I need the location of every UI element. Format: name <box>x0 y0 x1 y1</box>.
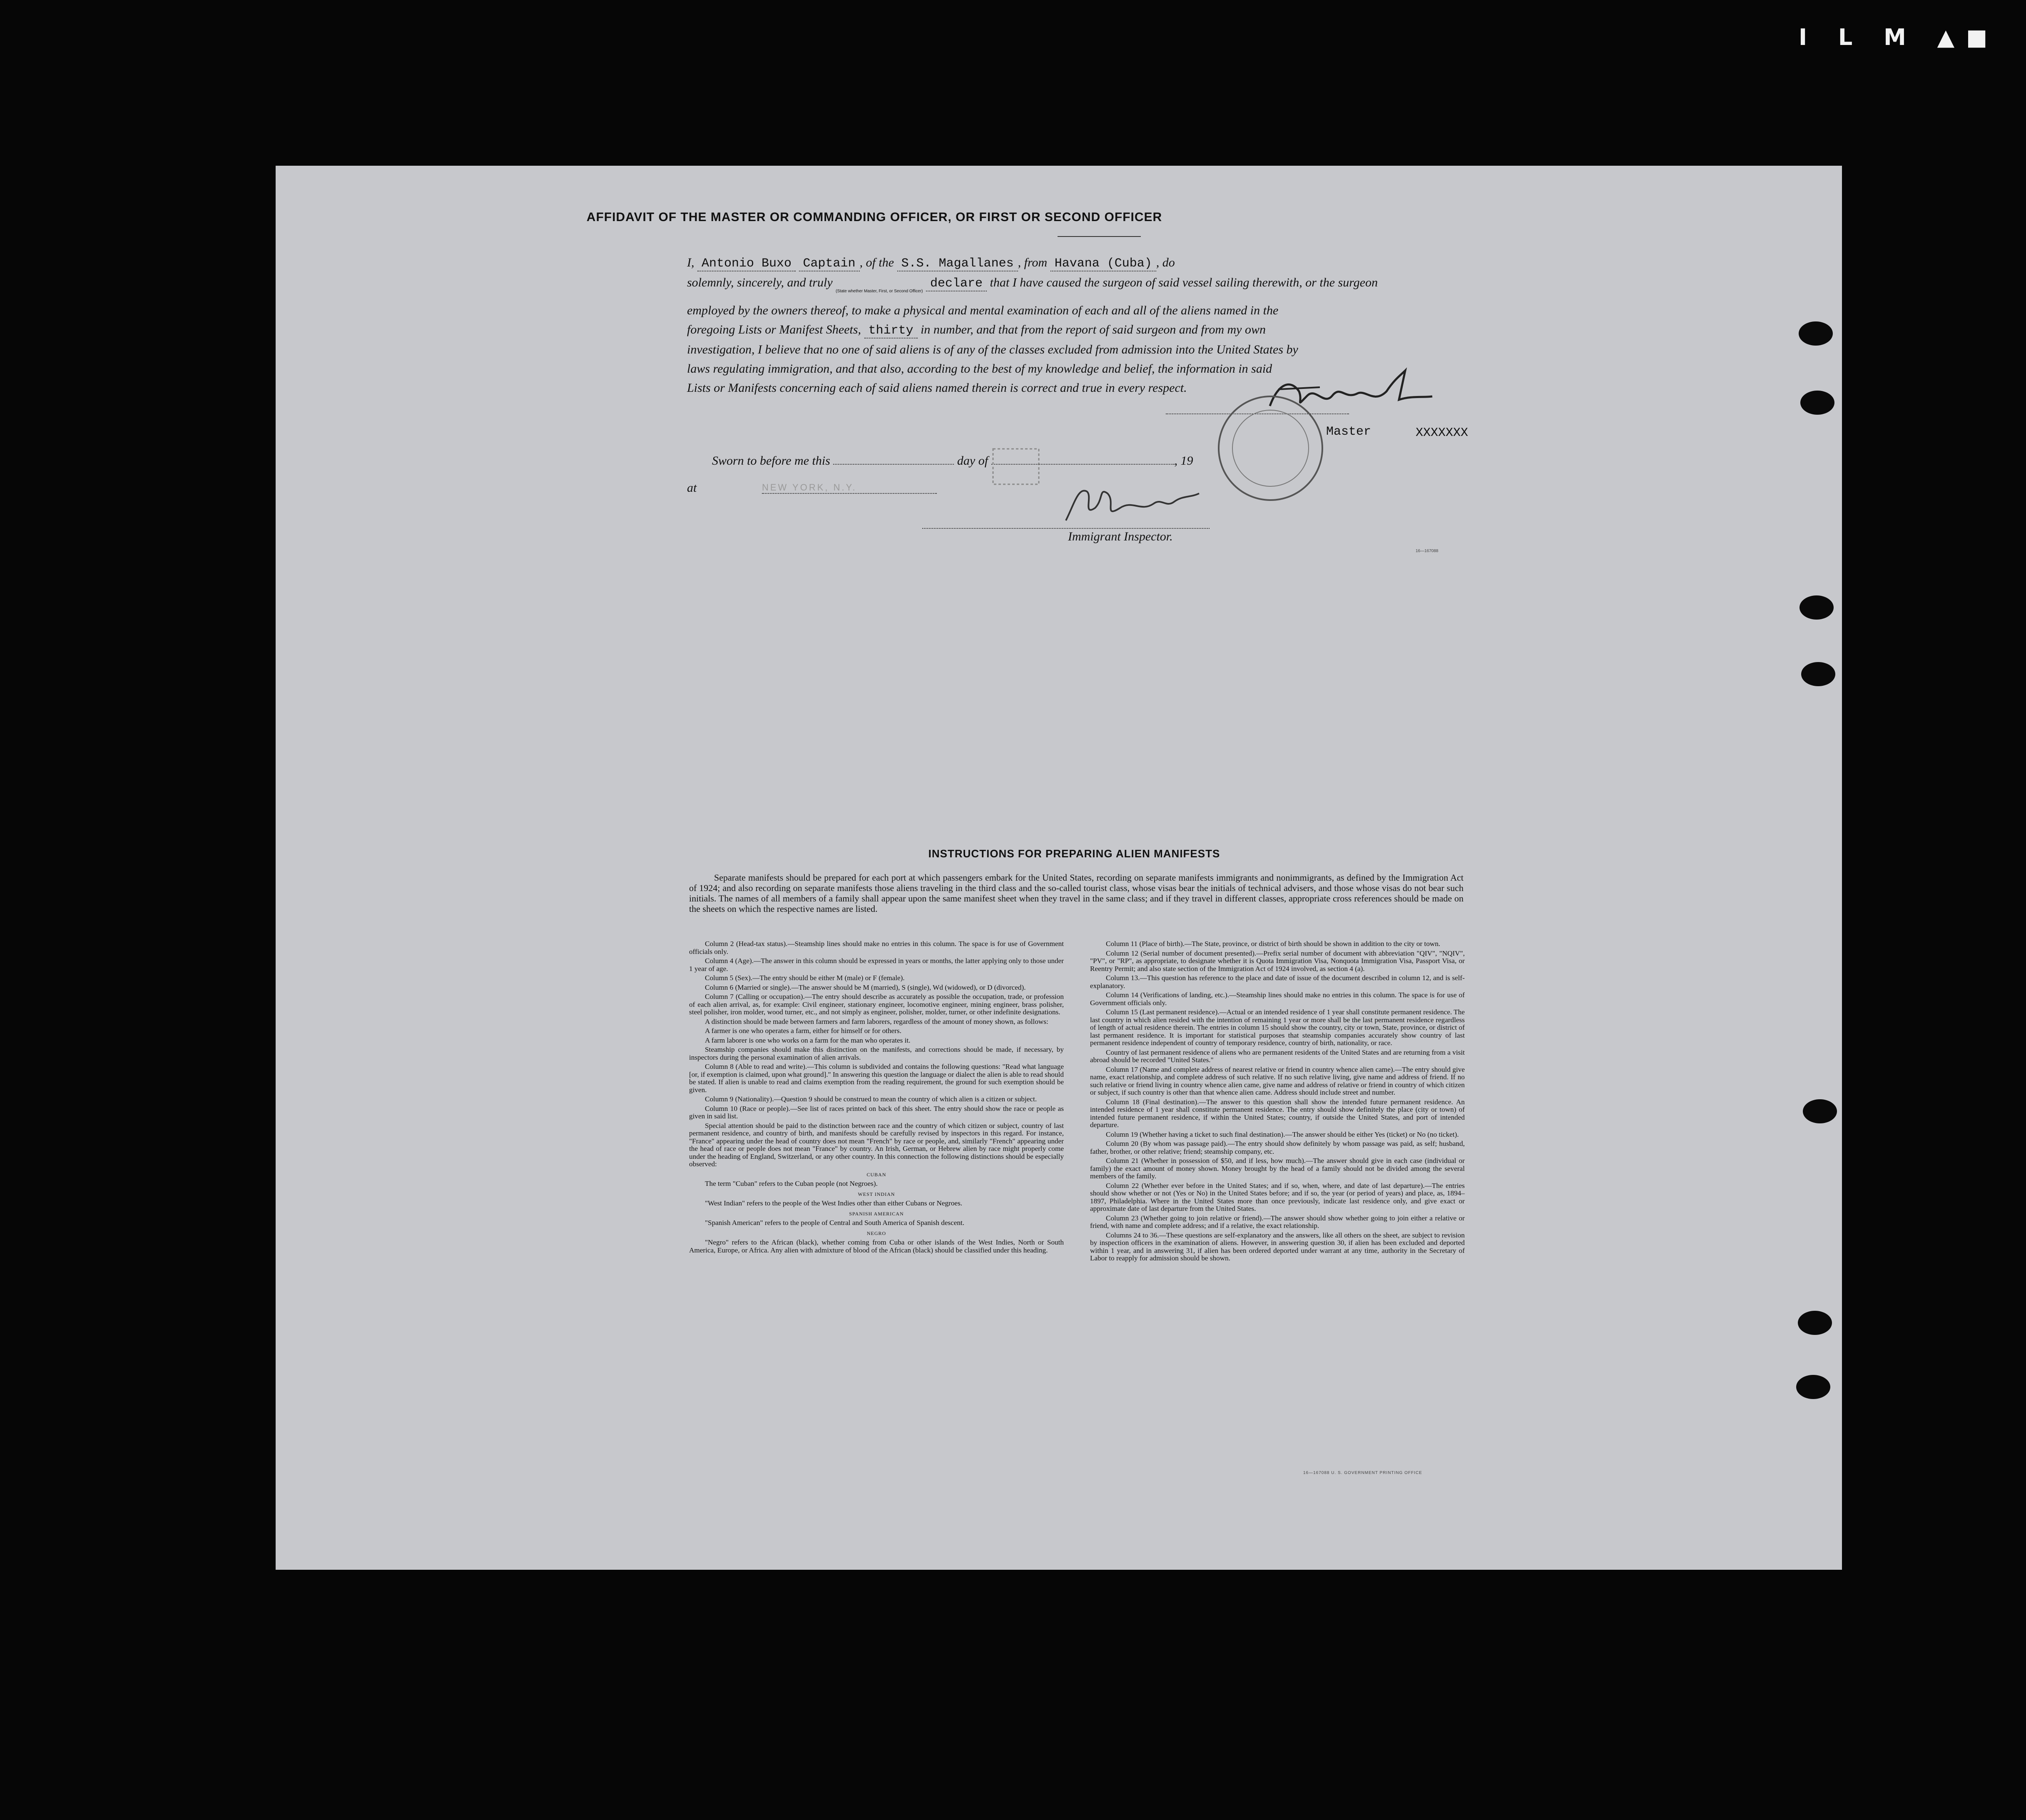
sworn-place: NEW YORK, N.Y. <box>762 482 937 494</box>
departure-port: Havana (Cuba) <box>1050 256 1156 271</box>
affidavit-line-3: employed by the owners thereof, to make a physical and mental examination of each and all of the aliens named in the <box>687 304 1279 317</box>
instruction-paragraph: Column 15 (Last permanent residence).—Actual or an intended residence of 1 year shall constitute permanent residence. The last country in which alien resided with the intention of remaining 1 year or more shall be the last permanent residence regardless of length of actual residence therein. The entries in column 15 should show the country, city or town, State, province, or district of last permanent residence. It is important for statistical purposes that steamship companies accurately show country of last permanent residence independent of country of temporary residence, country of birth, nationality, or race. <box>1090 1008 1465 1047</box>
from-text: , from <box>1018 256 1048 269</box>
instruction-paragraph: Column 12 (Serial number of document presented).—Prefix serial number of document with abbreviation "QIV", "NQIV", "PV", or "RP", as appropriate, to designate whether it is Quota Immigration Visa, Nonquota Immigration Visa, Passport Visa, or Reentry Permit; and also state section of the Immigration Act of 1924 involved, as section 4 (a). <box>1090 949 1465 973</box>
section-heading: WEST INDIAN <box>858 1191 895 1197</box>
instruction-paragraph: Column 8 (Able to read and write).—This column is subdivided and contains the following questions: "Read what language [or, if exemption is claimed, upon what ground]." In answering this question the language or dialect the alien is able to read should be stated. If alien is unable to read and claims exemption from the reading requirement, the ground for such exemption should be given. <box>689 1063 1064 1094</box>
sheet-count: thirty <box>864 324 918 339</box>
instruction-paragraph: A distinction should be made between farmers and farm laborers, regardless of the amount of money shown, as follows: <box>705 1017 1048 1026</box>
instruction-paragraph: Special attention should be paid to the distinction between race and the country of which citizen or subject, country of last permanent residence, and country of birth, and manifests should be carefully revised by inspectors in this regard. For instance, "France" appearing under the head of country does not mean "French" by race or people, and, similarly "French" appearing under the head of race or people does not mean "France" by country. An Irish, German, or Hebrew alien by race might properly come under the heading of England, Switzerland, or any other country. In this connection the following distinctions should be especially observed: <box>689 1121 1064 1168</box>
binder-hole <box>1803 1099 1837 1123</box>
section-heading: SPANISH AMERICAN <box>849 1210 904 1217</box>
printer-imprint: 16—167088 U. S. GOVERNMENT PRINTING OFFICE <box>1303 1471 1422 1475</box>
instruction-paragraph: Column 22 (Whether ever before in the United States; and if so, when, where, and date of last departure).—The entries should show whether or not (Yes or No) in the United States before; and if so, the year (or period of years) and place, as, 1894–1897, Philadelphia. Where in the United States more than once previously, indicate last residence only, and give exact or approximate date of last departure from the United States. <box>1090 1181 1465 1213</box>
instruction-paragraph: Column 6 (Married or single).—The answer should be M (married), S (single), Wd (widowed), or D (divorced). <box>705 983 1026 991</box>
master-name: Antonio Buxo <box>697 256 796 271</box>
section-heading: CUBAN <box>866 1171 886 1178</box>
instruction-paragraph: Country of last permanent residence of aliens who are permanent residents of the United States and are returning from a visit abroad should be recorded "United States." <box>1090 1048 1465 1064</box>
form-number: 16—167088 <box>1416 549 1439 553</box>
vessel-name: S.S. Magallanes <box>897 256 1018 271</box>
binder-hole <box>1796 1375 1830 1399</box>
binder-hole <box>1800 595 1834 620</box>
inspector-label: Immigrant Inspector. <box>1068 530 1173 543</box>
instruction-paragraph: Column 4 (Age).—The answer in this column should be expressed in years or months, the latter applying only to those under 1 year of age. <box>689 957 1064 973</box>
day-blank <box>833 464 954 465</box>
instructions-intro: Separate manifests should be prepared for each port at which passengers embark for the United States, recording on separate manifests immigrants and nonimmigrants, as defined by the Immigration Act of 1924; and also recording on separate manifests those aliens traveling in the third class and the so-called tourist class, whose visas bear the initials of technical advisers, and those whose visas do not bear such initials. The names of all members of a family shall appear upon the same manifest sheet when they travel in the same class; and if they travel in different classes, appropriate cross references should be made on the sheets on which the respective names are listed. <box>689 872 1463 914</box>
instructions-right-column <box>1090 940 1465 1264</box>
affidavit-line-2a: solemnly, sincerely, and truly <box>687 276 833 289</box>
affidavit-line-6: laws regulating immigration, and that also, according to the best of my knowledge and belief, the information in said <box>687 362 1272 376</box>
affidavit-line-2b: that I have caused the surgeon of said vessel sailing therewith, or the surgeon <box>990 276 1378 289</box>
instruction-paragraph: Column 13.—This question has reference to the place and date of issue of the document described in column 12, and is self-explanatory. <box>1090 974 1465 990</box>
date-stamp <box>989 445 1047 493</box>
affidavit-line-7: Lists or Manifests concerning each of said aliens named therein is correct and true in every respect. <box>687 381 1187 395</box>
year-prefix: , 19 <box>1174 454 1193 468</box>
affidavit-line-5: investigation, I believe that no one of said aliens is of any of the classes excluded from admission into the United States by <box>687 343 1298 356</box>
instruction-paragraph: "Negro" refers to the African (black), whether coming from Cuba or other islands of the West Indies, North or South America, Europe, or Africa. Any alien with admixture of blood of the African (black) should be classified under this heading. <box>689 1238 1064 1254</box>
instruction-paragraph: Column 5 (Sex).—The entry should be either M (male) or F (female). <box>705 974 905 982</box>
instruction-paragraph: Column 17 (Name and complete address of nearest relative or friend in country whence alien came).—The entry should give name, exact relationship, and complete address of such relative. If no such relative living, give name and address of friend. If no such relative or friend living in country whence alien came, give name and address of relative or friend in country of which citizen or subject, if such country is other than that whence alien came. Address should include street and number. <box>1090 1065 1465 1096</box>
instruction-paragraph: Column 19 (Whether having a ticket to such final destination).—The answer should be either Yes (ticket) or No (no ticket). <box>1106 1130 1459 1138</box>
officer-rank: Captain <box>799 256 860 271</box>
affidavit-line-4a: foregoing Lists or Manifest Sheets, <box>687 323 861 336</box>
binder-hole <box>1800 391 1834 415</box>
instruction-paragraph: A farm laborer is one who works on a farm for the man who operates it. <box>705 1036 911 1044</box>
instruction-paragraph: Column 23 (Whether going to join relative or friend).—The answer should show whether going to join either a relative or friend, with name and complete address; and if a relative, the exact relationship. <box>1090 1214 1465 1230</box>
binder-hole <box>1799 321 1833 346</box>
instruction-paragraph: Column 2 (Head-tax status).—Steamship lines should make no entries in this column. The space is for use of Government officials only. <box>689 940 1064 956</box>
sworn-text: Sworn to before me this <box>712 454 830 468</box>
film-corner-marks: I L M ▲■ <box>1799 24 1999 50</box>
instruction-paragraph: The term "Cuban" refers to the Cuban people (not Negroes). <box>705 1180 878 1188</box>
instructions-left-column <box>689 940 1064 1256</box>
official-seal <box>1218 396 1323 501</box>
sworn-line <box>712 454 1193 468</box>
rank-note: (State whether Master, First, or Second Officer) <box>836 289 923 294</box>
section-heading: NEGRO <box>866 1230 886 1236</box>
instruction-paragraph: A farmer is one who operates a farm, either for himself or for others. <box>705 1027 902 1035</box>
instruction-paragraph: Steamship companies should make this distinction on the manifests, and corrections should be made, if necessary, by inspectors during the personal examination of alien arrivals. <box>689 1046 1064 1061</box>
instruction-paragraph: Column 20 (By whom was passage paid).—The entry should show definitely by whom passage was paid, as self; husband, father, brother, or other relative; friend; steamship company, etc. <box>1090 1140 1465 1155</box>
binder-hole <box>1801 662 1835 686</box>
instructions-title: INSTRUCTIONS FOR PREPARING ALIEN MANIFESTS <box>928 847 1220 860</box>
instruction-paragraph: "Spanish American" refers to the people of Central and South America of Spanish descent. <box>705 1219 965 1227</box>
at-label: at <box>687 481 697 495</box>
signer-title: Master <box>1326 425 1371 439</box>
instruction-paragraph: Column 21 (Whether in possession of $50, and if less, how much).—The answer should give in each case (individual or family) the exact amount of money shown. Money brought by the head of a family should not be divided among the several members of the family. <box>1090 1157 1465 1180</box>
declare-word: declare <box>926 276 987 291</box>
binder-hole <box>1798 1311 1832 1335</box>
title-underline <box>1058 236 1141 237</box>
inspector-signature-line <box>922 528 1210 529</box>
inspector-signature <box>1058 479 1216 529</box>
instruction-paragraph: Column 11 (Place of birth).—The State, province, or district of birth should be shown in addition to the city or town. <box>1106 940 1441 948</box>
struck-title: XXXXXXX <box>1416 426 1468 440</box>
affidavit-line-4b: in number, and that from the report of said surgeon and from my own <box>921 323 1266 336</box>
do-text: , do <box>1156 256 1175 269</box>
of-the-text: , of the <box>859 256 894 269</box>
instruction-paragraph: Column 7 (Calling or occupation).—The entry should describe as accurately as possible the occupation, trade, or profession of each alien arrival, as, for example: Civil engineer, stationary engineer, locomotive engineer, mining engineer, brass polisher, steel polisher, iron molder, wood turner, etc., and not simply as engineer, polisher, molder, turner, or other indefinite designations. <box>689 993 1064 1016</box>
affidavit-i: I, <box>687 256 694 269</box>
instruction-paragraph: Column 14 (Verifications of landing, etc.).—Steamship lines should make no entries in this column. The space is for use of Government officials only. <box>1090 991 1465 1007</box>
day-of-text: day of <box>957 454 988 468</box>
instruction-paragraph: Column 9 (Nationality).—Question 9 should be construed to mean the country of which alien is a citizen or subject. <box>705 1095 1037 1103</box>
instruction-paragraph: Column 10 (Race or people).—See list of races printed on back of this sheet. The entry should show the race or people as given in said list. <box>689 1104 1064 1120</box>
instruction-paragraph: Column 18 (Final destination).—The answer to this question shall show the intended future permanent residence. An intended residence of 1 year shall constitute permanent residence. The entry should show definitely the place (city or town) of intended future permanent residence, if within the United States; country, if outside the United States, and port of intended departure. <box>1090 1098 1465 1129</box>
affidavit-title: AFFIDAVIT OF THE MASTER OR COMMANDING OFFICER, OR FIRST OR SECOND OFFICER <box>586 210 1162 224</box>
instruction-paragraph: Columns 24 to 36.—These questions are self-explanatory and the answers, like all others on the sheet, are subject to revision by inspection officers in the examination of aliens. However, in answering question 30, if alien has been excluded and deported within 1 year, and in answering 31, if alien has been ordered deported under warrant at any time, authority in the Secretary of Labor to reapply for admission should be shown. <box>1090 1231 1465 1262</box>
instruction-paragraph: "West Indian" refers to the people of the West Indies other than either Cubans or Negroes. <box>705 1199 963 1207</box>
